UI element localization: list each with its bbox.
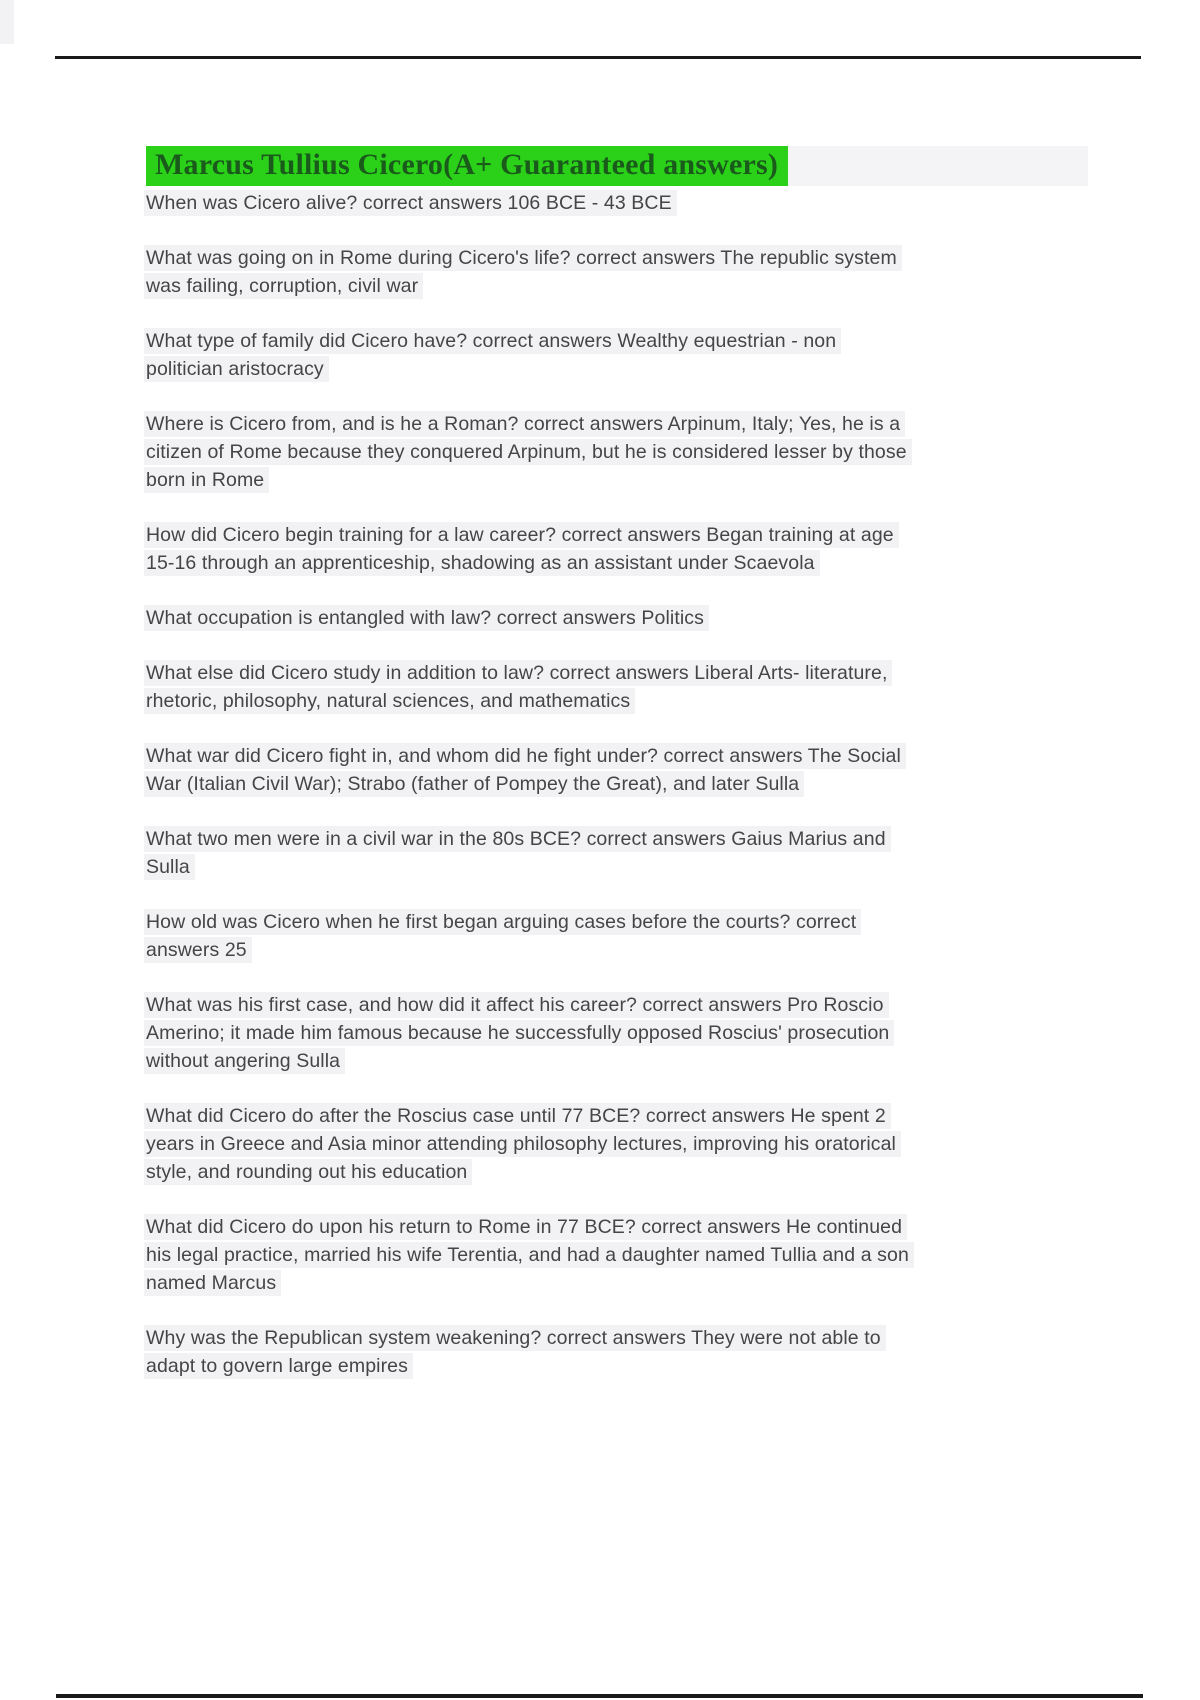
qa-paragraph — [146, 659, 1088, 715]
qa-line: named Marcus — [144, 1270, 281, 1296]
qa-paragraph — [146, 825, 1088, 881]
qa-line: War (Italian Civil War); Strabo (father of Pompey the Great), and later Sulla — [144, 771, 804, 797]
qa-paragraph — [146, 244, 1088, 300]
qa-line: What was going on in Rome during Cicero's life? correct answers The republic system — [144, 245, 902, 271]
qa-line: What else did Cicero study in addition to law? correct answers Liberal Arts- literature, — [144, 660, 892, 686]
qa-paragraph — [146, 1213, 1088, 1297]
qa-line: Sulla — [144, 854, 195, 880]
top-rule — [55, 56, 1141, 59]
qa-line: style, and rounding out his education — [144, 1159, 472, 1185]
document-page — [146, 146, 1088, 1407]
qa-line: Why was the Republican system weakening? correct answers They were not able to — [144, 1325, 886, 1351]
title-bar — [146, 146, 1088, 186]
page-title: Marcus Tullius Cicero(A+ Guaranteed answers) — [146, 146, 788, 186]
qa-line: rhetoric, philosophy, natural sciences, and mathematics — [144, 688, 635, 714]
qa-line: was failing, corruption, civil war — [144, 273, 423, 299]
qa-line: When was Cicero alive? correct answers 106 BCE - 43 BCE — [144, 190, 677, 216]
qa-line: adapt to govern large empires — [144, 1353, 413, 1379]
qa-paragraph — [146, 742, 1088, 798]
qa-line: 15-16 through an apprenticeship, shadowing as an assistant under Scaevola — [144, 550, 820, 576]
qa-paragraph — [146, 1324, 1088, 1380]
qa-line: What war did Cicero fight in, and whom did he fight under? correct answers The Social — [144, 743, 906, 769]
qa-paragraph — [146, 604, 1088, 632]
qa-line: Amerino; it made him famous because he successfully opposed Roscius' prosecution — [144, 1020, 894, 1046]
qa-paragraph — [146, 1102, 1088, 1186]
qa-line: How old was Cicero when he first began arguing cases before the courts? correct — [144, 909, 861, 935]
qa-line: Where is Cicero from, and is he a Roman? correct answers Arpinum, Italy; Yes, he is a — [144, 411, 905, 437]
qa-line: What did Cicero do upon his return to Rome in 77 BCE? correct answers He continued — [144, 1214, 907, 1240]
qa-paragraph — [146, 521, 1088, 577]
qa-line: What was his first case, and how did it affect his career? correct answers Pro Roscio — [144, 992, 889, 1018]
qa-list — [146, 189, 1088, 1380]
qa-paragraph — [146, 991, 1088, 1075]
qa-paragraph — [146, 327, 1088, 383]
qa-line: What did Cicero do after the Roscius case until 77 BCE? correct answers He spent 2 — [144, 1103, 891, 1129]
qa-line: How did Cicero begin training for a law career? correct answers Began training at age — [144, 522, 899, 548]
qa-line: years in Greece and Asia minor attending philosophy lectures, improving his oratorical — [144, 1131, 901, 1157]
qa-line: born in Rome — [144, 467, 269, 493]
qa-line: What two men were in a civil war in the 80s BCE? correct answers Gaius Marius and — [144, 826, 891, 852]
bottom-rule — [56, 1694, 1143, 1698]
qa-paragraph — [146, 908, 1088, 964]
qa-paragraph — [146, 410, 1088, 494]
qa-line: What type of family did Cicero have? correct answers Wealthy equestrian - non — [144, 328, 841, 354]
qa-line: What occupation is entangled with law? correct answers Politics — [144, 605, 709, 631]
qa-line: answers 25 — [144, 937, 252, 963]
qa-paragraph — [146, 189, 1088, 217]
qa-line: citizen of Rome because they conquered Arpinum, but he is considered lesser by those — [144, 439, 912, 465]
qa-line: without angering Sulla — [144, 1048, 345, 1074]
qa-line: politician aristocracy — [144, 356, 329, 382]
qa-line: his legal practice, married his wife Terentia, and had a daughter named Tullia and a son — [144, 1242, 914, 1268]
scan-artifact — [0, 0, 14, 44]
